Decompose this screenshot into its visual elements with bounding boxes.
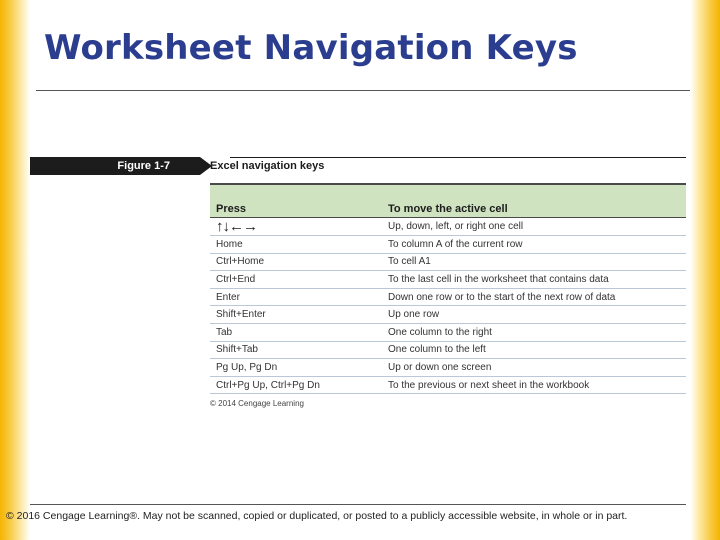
figure-credit: © 2014 Cengage Learning xyxy=(210,399,304,408)
table-row xyxy=(210,359,686,377)
action-cell: Down one row or to the start of the next row of data xyxy=(382,288,686,306)
key-cell: Ctrl+End xyxy=(210,271,382,289)
table-row xyxy=(210,306,686,324)
key-cell: Tab xyxy=(210,323,382,341)
action-cell: To the previous or next sheet in the workbook xyxy=(382,376,686,394)
title-divider xyxy=(36,90,690,91)
table-row xyxy=(210,376,686,394)
table-row xyxy=(210,341,686,359)
table-header-row xyxy=(210,184,686,218)
action-cell: One column to the right xyxy=(382,323,686,341)
action-cell: Up or down one screen xyxy=(382,359,686,377)
action-cell: One column to the left xyxy=(382,341,686,359)
action-cell: Up, down, left, or right one cell xyxy=(382,218,686,236)
key-cell: Ctrl+Pg Up, Ctrl+Pg Dn xyxy=(210,376,382,394)
figure-label: Figure 1-7 xyxy=(30,157,200,175)
key-cell: Shift+Tab xyxy=(210,341,382,359)
key-cell: Enter xyxy=(210,288,382,306)
footer-divider xyxy=(30,504,686,505)
key-cell: Shift+Enter xyxy=(210,306,382,324)
table-row xyxy=(210,218,686,236)
copyright-notice: © 2016 Cengage Learning®. May not be scanned, copied or duplicated, or posted to a publicly accessible website, in whole or in part. xyxy=(6,510,628,522)
right-gradient-border xyxy=(690,0,720,540)
key-cell: Home xyxy=(210,236,382,254)
left-gradient-border xyxy=(0,0,30,540)
action-cell: To column A of the current row xyxy=(382,236,686,254)
column-header-action: To move the active cell xyxy=(382,184,686,218)
figure-header xyxy=(30,157,686,175)
navigation-keys-table xyxy=(210,183,686,394)
table-row xyxy=(210,271,686,289)
action-cell: To the last cell in the worksheet that contains data xyxy=(382,271,686,289)
column-header-press: Press xyxy=(210,184,382,218)
action-cell: Up one row xyxy=(382,306,686,324)
table-row xyxy=(210,288,686,306)
table-row xyxy=(210,236,686,254)
table-row xyxy=(210,253,686,271)
key-cell: ↑↓←→ xyxy=(210,218,382,236)
action-cell: To cell A1 xyxy=(382,253,686,271)
key-cell: Pg Up, Pg Dn xyxy=(210,359,382,377)
key-cell: Ctrl+Home xyxy=(210,253,382,271)
slide-title: Worksheet Navigation Keys xyxy=(44,28,578,68)
figure-caption: Excel navigation keys xyxy=(210,160,325,172)
table-row xyxy=(210,323,686,341)
